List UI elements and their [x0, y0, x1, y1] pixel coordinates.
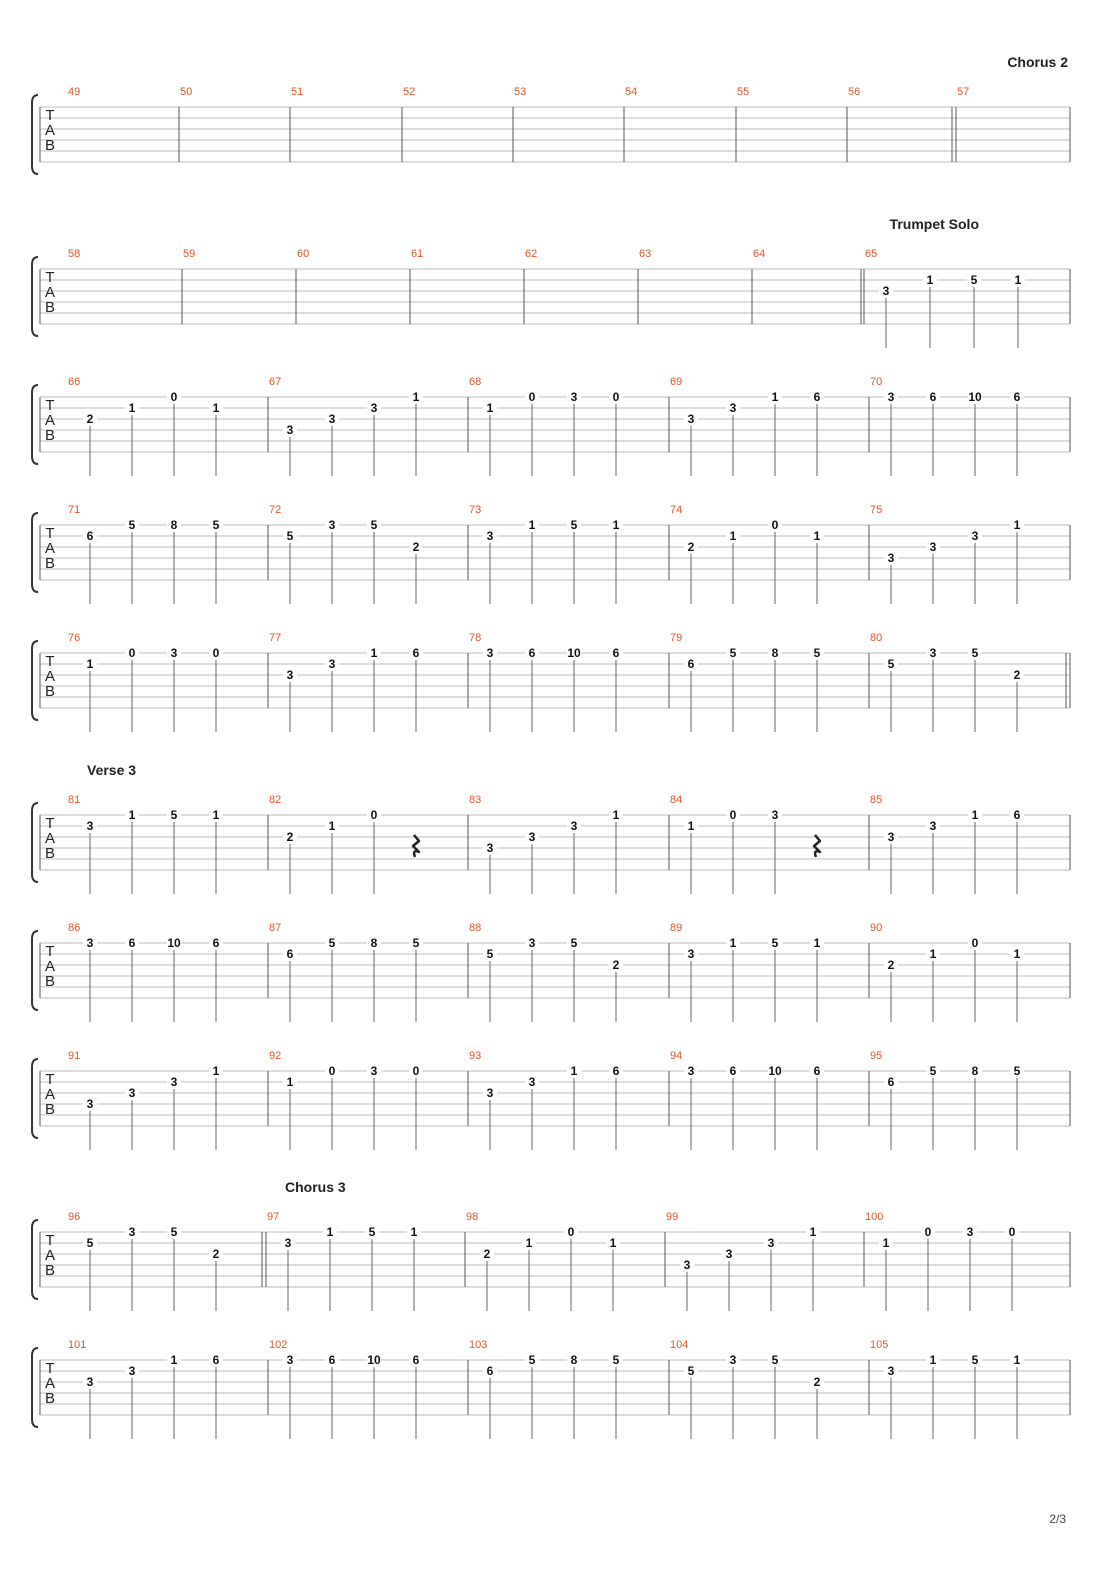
fret-number: 6 — [212, 936, 220, 950]
fret-number: 10 — [567, 646, 581, 660]
fret-number: 2 — [612, 958, 620, 972]
fret-number: 0 — [212, 646, 220, 660]
measure-number: 59 — [183, 248, 196, 260]
fret-number: 3 — [687, 1064, 695, 1078]
tab-clef-letter: T — [45, 269, 55, 286]
fret-number: 3 — [486, 841, 494, 855]
tab-clef-letter: A — [44, 1375, 56, 1392]
measure-number: 72 — [269, 504, 282, 516]
fret-number: 5 — [771, 936, 779, 950]
fret-number: 5 — [729, 646, 737, 660]
measure-number: 96 — [68, 1211, 81, 1223]
fret-number: 6 — [412, 646, 420, 660]
measure-number: 104 — [670, 1339, 689, 1351]
measure-number: 88 — [469, 922, 482, 934]
measure-number: 49 — [68, 86, 81, 98]
quarter-rest — [413, 835, 419, 857]
system-bracket — [32, 641, 38, 720]
measure-number: 69 — [670, 376, 683, 388]
tab-clef-letter: B — [44, 683, 56, 700]
fret-number: 3 — [887, 1364, 895, 1378]
tab-clef-letter: T — [45, 525, 55, 542]
fret-number: 3 — [966, 1225, 974, 1239]
fret-number: 6 — [1013, 808, 1021, 822]
measure-number: 64 — [753, 248, 766, 260]
fret-number: 1 — [971, 808, 979, 822]
tab-clef-letter: T — [45, 653, 55, 670]
fret-number: 0 — [528, 390, 536, 404]
fret-number: 5 — [368, 1225, 376, 1239]
measure-number: 55 — [737, 86, 750, 98]
measure-number: 85 — [870, 794, 883, 806]
measure-number: 54 — [625, 86, 638, 98]
fret-number: 3 — [370, 1064, 378, 1078]
measure-number: 83 — [469, 794, 482, 806]
fret-number: 6 — [128, 936, 136, 950]
tab-clef-letter: A — [44, 412, 56, 429]
fret-number: 3 — [86, 936, 94, 950]
tab-clef-letter: A — [44, 122, 56, 139]
measure-number: 58 — [68, 248, 81, 260]
fret-number: 6 — [887, 1075, 895, 1089]
fret-number: 0 — [924, 1225, 932, 1239]
fret-number: 5 — [328, 936, 336, 950]
tab-clef-letter: A — [44, 1086, 56, 1103]
fret-number: 6 — [612, 646, 620, 660]
fret-number: 0 — [971, 936, 979, 950]
fret-number: 1 — [813, 936, 821, 950]
fret-number: 3 — [687, 947, 695, 961]
system-bracket — [32, 95, 38, 174]
fret-number: 5 — [170, 1225, 178, 1239]
measure-number: 97 — [267, 1211, 280, 1223]
fret-number: 3 — [370, 401, 378, 415]
fret-number: 6 — [86, 529, 94, 543]
system-bracket — [32, 931, 38, 1010]
measure-number: 50 — [180, 86, 193, 98]
measure-number: 74 — [670, 504, 683, 516]
section-label: Chorus 3 — [285, 1179, 346, 1195]
fret-number: 3 — [486, 646, 494, 660]
fret-number: 3 — [528, 1075, 536, 1089]
fret-number: 3 — [286, 423, 294, 437]
fret-number: 1 — [1013, 947, 1021, 961]
fret-number: 1 — [1014, 273, 1022, 287]
measure-number: 61 — [411, 248, 424, 260]
fret-number: 10 — [367, 1353, 381, 1367]
fret-number: 3 — [887, 830, 895, 844]
fret-number: 3 — [328, 657, 336, 671]
fret-number: 5 — [887, 657, 895, 671]
fret-number: 1 — [687, 819, 695, 833]
fret-number: 3 — [687, 412, 695, 426]
fret-number: 5 — [412, 936, 420, 950]
fret-number: 6 — [1013, 390, 1021, 404]
fret-number: 3 — [284, 1236, 292, 1250]
fret-number: 6 — [212, 1353, 220, 1367]
tab-clef-letter: B — [44, 299, 56, 316]
fret-number: 1 — [609, 1236, 617, 1250]
fret-number: 5 — [86, 1236, 94, 1250]
system-bracket — [32, 513, 38, 592]
fret-number: 1 — [929, 947, 937, 961]
fret-number: 1 — [410, 1225, 418, 1239]
fret-number: 3 — [725, 1247, 733, 1261]
measure-number: 51 — [291, 86, 304, 98]
fret-number: 3 — [128, 1364, 136, 1378]
fret-number: 3 — [887, 551, 895, 565]
fret-number: 6 — [528, 646, 536, 660]
fret-number: 5 — [971, 646, 979, 660]
fret-number: 0 — [771, 518, 779, 532]
fret-number: 1 — [1013, 518, 1021, 532]
fret-number: 0 — [412, 1064, 420, 1078]
fret-number: 1 — [128, 401, 136, 415]
fret-number: 3 — [570, 390, 578, 404]
fret-number: 0 — [170, 390, 178, 404]
fret-number: 6 — [729, 1064, 737, 1078]
tab-clef-letter: B — [44, 1262, 56, 1279]
system-bracket — [32, 803, 38, 882]
measure-number: 60 — [297, 248, 310, 260]
fret-number: 0 — [729, 808, 737, 822]
measure-number: 71 — [68, 504, 81, 516]
fret-number: 1 — [128, 808, 136, 822]
fret-number: 5 — [370, 518, 378, 532]
fret-number: 3 — [286, 668, 294, 682]
system-bracket — [32, 1059, 38, 1138]
fret-number: 5 — [170, 808, 178, 822]
fret-number: 1 — [212, 808, 220, 822]
fret-number: 2 — [86, 412, 94, 426]
fret-number: 1 — [486, 401, 494, 415]
tab-clef-letter: B — [44, 1390, 56, 1407]
fret-number: 10 — [968, 390, 982, 404]
tab-clef-letter: T — [45, 1360, 55, 1377]
measure-number: 79 — [670, 632, 683, 644]
fret-number: 1 — [326, 1225, 334, 1239]
tab-clef-letter: A — [44, 284, 56, 301]
system-bracket — [32, 1220, 38, 1299]
fret-number: 3 — [286, 1353, 294, 1367]
section-label: Trumpet Solo — [889, 216, 979, 232]
fret-number: 2 — [1013, 668, 1021, 682]
tab-clef-letter: B — [44, 1101, 56, 1118]
measure-number: 65 — [865, 248, 878, 260]
fret-number: 2 — [887, 958, 895, 972]
section-label: Verse 3 — [87, 762, 137, 778]
measure-number: 98 — [466, 1211, 479, 1223]
tab-clef-letter: A — [44, 1247, 56, 1264]
measure-number: 89 — [670, 922, 683, 934]
fret-number: 6 — [813, 390, 821, 404]
measure-number: 77 — [269, 632, 282, 644]
fret-number: 3 — [882, 284, 890, 298]
fret-number: 6 — [929, 390, 937, 404]
fret-number: 3 — [729, 401, 737, 415]
fret-number: 3 — [170, 1075, 178, 1089]
tab-clef-letter: T — [45, 1232, 55, 1249]
fret-number: 1 — [1013, 1353, 1021, 1367]
fret-number: 2 — [687, 540, 695, 554]
fret-number: 3 — [128, 1225, 136, 1239]
tab-clef-letter: T — [45, 815, 55, 832]
measure-number: 76 — [68, 632, 81, 644]
tab-clef-letter: A — [44, 958, 56, 975]
fret-number: 5 — [570, 936, 578, 950]
tab-clef-letter: B — [44, 973, 56, 990]
fret-number: 3 — [683, 1258, 691, 1272]
fret-number: 3 — [971, 529, 979, 543]
fret-number: 6 — [328, 1353, 336, 1367]
measure-number: 66 — [68, 376, 81, 388]
fret-number: 10 — [768, 1064, 782, 1078]
measure-number: 75 — [870, 504, 883, 516]
fret-number: 5 — [970, 273, 978, 287]
fret-number: 2 — [412, 540, 420, 554]
fret-number: 1 — [570, 1064, 578, 1078]
fret-number: 1 — [809, 1225, 817, 1239]
measure-number: 90 — [870, 922, 883, 934]
fret-number: 2 — [483, 1247, 491, 1261]
tab-clef-letter: A — [44, 540, 56, 557]
fret-number: 1 — [729, 529, 737, 543]
tab-clef-letter: B — [44, 845, 56, 862]
fret-number: 8 — [971, 1064, 979, 1078]
measure-number: 57 — [957, 86, 970, 98]
measure-number: 95 — [870, 1050, 883, 1062]
measure-number: 99 — [666, 1211, 679, 1223]
fret-number: 6 — [687, 657, 695, 671]
fret-number: 3 — [86, 1097, 94, 1111]
measure-number: 52 — [403, 86, 416, 98]
system-bracket — [32, 385, 38, 464]
tab-clef-letter: A — [44, 668, 56, 685]
fret-number: 3 — [929, 540, 937, 554]
fret-number: 0 — [128, 646, 136, 660]
fret-number: 1 — [86, 657, 94, 671]
fret-number: 3 — [486, 529, 494, 543]
fret-number: 1 — [771, 390, 779, 404]
measure-number: 102 — [269, 1339, 288, 1351]
fret-number: 3 — [767, 1236, 775, 1250]
fret-number: 1 — [212, 1064, 220, 1078]
fret-number: 5 — [212, 518, 220, 532]
measure-number: 92 — [269, 1050, 282, 1062]
fret-number: 1 — [813, 529, 821, 543]
fret-number: 1 — [929, 1353, 937, 1367]
fret-number: 1 — [926, 273, 934, 287]
fret-number: 5 — [486, 947, 494, 961]
fret-number: 5 — [528, 1353, 536, 1367]
fret-number: 1 — [729, 936, 737, 950]
fret-number: 5 — [929, 1064, 937, 1078]
system-bracket — [32, 257, 38, 336]
measure-number: 70 — [870, 376, 883, 388]
fret-number: 3 — [528, 936, 536, 950]
fret-number: 1 — [525, 1236, 533, 1250]
fret-number: 5 — [612, 1353, 620, 1367]
fret-number: 3 — [328, 518, 336, 532]
measure-number: 81 — [68, 794, 81, 806]
fret-number: 8 — [771, 646, 779, 660]
measure-number: 80 — [870, 632, 883, 644]
fret-number: 3 — [929, 646, 937, 660]
fret-number: 5 — [286, 529, 294, 543]
fret-number: 5 — [771, 1353, 779, 1367]
fret-number: 3 — [771, 808, 779, 822]
measure-number: 84 — [670, 794, 683, 806]
fret-number: 3 — [128, 1086, 136, 1100]
tab-clef-letter: T — [45, 397, 55, 414]
tab-clef-letter: B — [44, 137, 56, 154]
fret-number: 1 — [170, 1353, 178, 1367]
fret-number: 1 — [370, 646, 378, 660]
fret-number: 3 — [170, 646, 178, 660]
fret-number: 3 — [486, 1086, 494, 1100]
measure-number: 56 — [848, 86, 861, 98]
fret-number: 0 — [328, 1064, 336, 1078]
fret-number: 3 — [570, 819, 578, 833]
fret-number: 1 — [528, 518, 536, 532]
fret-number: 6 — [412, 1353, 420, 1367]
measure-number: 105 — [870, 1339, 889, 1351]
fret-number: 6 — [813, 1064, 821, 1078]
measure-number: 78 — [469, 632, 482, 644]
fret-number: 5 — [1013, 1064, 1021, 1078]
page-number: 2/3 — [1049, 1512, 1066, 1526]
section-label: Chorus 2 — [1007, 54, 1068, 70]
fret-number: 5 — [813, 646, 821, 660]
measure-number: 62 — [525, 248, 538, 260]
fret-number: 3 — [528, 830, 536, 844]
fret-number: 1 — [328, 819, 336, 833]
fret-number: 1 — [612, 808, 620, 822]
measure-number: 91 — [68, 1050, 81, 1062]
fret-number: 1 — [612, 518, 620, 532]
measure-number: 94 — [670, 1050, 683, 1062]
measure-number: 100 — [865, 1211, 884, 1223]
measure-number: 63 — [639, 248, 652, 260]
fret-number: 3 — [887, 390, 895, 404]
fret-number: 3 — [86, 819, 94, 833]
measure-number: 101 — [68, 1339, 87, 1351]
fret-number: 5 — [971, 1353, 979, 1367]
fret-number: 3 — [86, 1375, 94, 1389]
fret-number: 3 — [929, 819, 937, 833]
fret-number: 6 — [486, 1364, 494, 1378]
fret-number: 1 — [882, 1236, 890, 1250]
quarter-rest — [814, 835, 820, 857]
tab-clef-letter: T — [45, 107, 55, 124]
measure-number: 53 — [514, 86, 527, 98]
tab-clef-letter: B — [44, 427, 56, 444]
tab-clef-letter: T — [45, 943, 55, 960]
fret-number: 8 — [570, 1353, 578, 1367]
measure-number: 103 — [469, 1339, 488, 1351]
fret-number: 6 — [286, 947, 294, 961]
fret-number: 3 — [328, 412, 336, 426]
fret-number: 5 — [687, 1364, 695, 1378]
fret-number: 0 — [1008, 1225, 1016, 1239]
measure-number: 86 — [68, 922, 81, 934]
fret-number: 0 — [567, 1225, 575, 1239]
fret-number: 1 — [212, 401, 220, 415]
tab-clef-letter: A — [44, 830, 56, 847]
fret-number: 2 — [813, 1375, 821, 1389]
fret-number: 6 — [612, 1064, 620, 1078]
fret-number: 8 — [370, 936, 378, 950]
measure-number: 82 — [269, 794, 282, 806]
measure-number: 87 — [269, 922, 282, 934]
fret-number: 0 — [612, 390, 620, 404]
system-bracket — [32, 1348, 38, 1427]
measure-number: 93 — [469, 1050, 482, 1062]
measure-number: 68 — [469, 376, 482, 388]
tab-clef-letter: B — [44, 555, 56, 572]
fret-number: 2 — [286, 830, 294, 844]
fret-number: 5 — [570, 518, 578, 532]
fret-number: 10 — [167, 936, 181, 950]
measure-number: 73 — [469, 504, 482, 516]
fret-number: 0 — [370, 808, 378, 822]
fret-number: 8 — [170, 518, 178, 532]
fret-number: 1 — [286, 1075, 294, 1089]
fret-number: 2 — [212, 1247, 220, 1261]
tab-clef-letter: T — [45, 1071, 55, 1088]
fret-number: 3 — [729, 1353, 737, 1367]
fret-number: 1 — [412, 390, 420, 404]
measure-number: 67 — [269, 376, 282, 388]
fret-number: 5 — [128, 518, 136, 532]
